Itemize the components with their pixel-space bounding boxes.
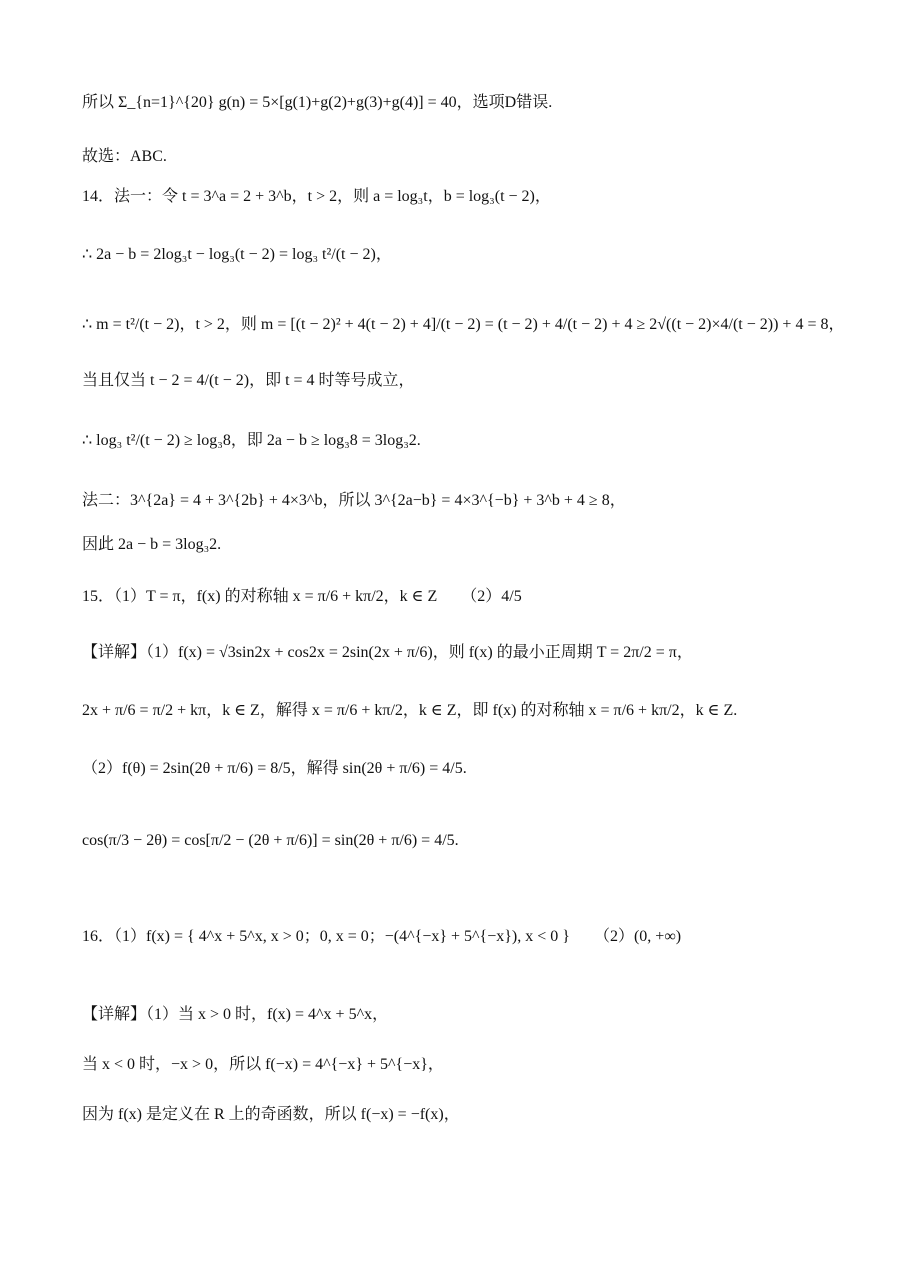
text-line-l06: 当且仅当 t − 2 = 4/(t − 2)，即 t = 4 时等号成立，: [82, 372, 415, 389]
text-line-l09: 因此 2a − b = 3log₃2.: [82, 536, 222, 553]
text-line-l14: cos(π/3 − 2θ) = cos[π/2 − (2θ + π/6)] = sin(2θ + π/6) = 4/5.: [82, 832, 459, 849]
text-line-l02: 故选：ABC.: [82, 148, 167, 165]
text-line-l16: 【详解】（1）当 x > 0 时，f(x) = 4^x + 5^x，: [82, 1006, 389, 1023]
text-line-l01: 所以 Σ_{n=1}^{20} g(n) = 5×[g(1)+g(2)+g(3)+g(4)] = 40，选项D错误.: [82, 94, 553, 111]
text-line-l03: 14．法一：令 t = 3^a = 2 + 3^b，t > 2，则 a = log₃t，b = log₃(t − 2)，: [82, 188, 551, 205]
text-line-l07: ∴ log₃ t²/(t − 2) ≥ log₃8，即 2a − b ≥ log₃8 = 3log₃2.: [82, 432, 421, 449]
text-line-l18: 因为 f(x) 是定义在 R 上的奇函数，所以 f(−x) = −f(x)，: [82, 1106, 460, 1123]
text-line-l12: 2x + π/6 = π/2 + kπ，k ∈ Z，解得 x = π/6 + kπ/2，k ∈ Z，即 f(x) 的对称轴 x = π/6 + kπ/2，k ∈ Z.: [82, 702, 738, 719]
text-line-l11: 【详解】（1）f(x) = √3sin2x + cos2x = 2sin(2x + π/6)，则 f(x) 的最小正周期 T = 2π/2 = π，: [82, 644, 693, 661]
text-line-l13: （2）f(θ) = 2sin(2θ + π/6) = 8/5，解得 sin(2θ + π/6) = 4/5.: [82, 760, 467, 777]
text-line-l04: ∴ 2a − b = 2log₃t − log₃(t − 2) = log₃ t²/(t − 2)，: [82, 246, 392, 263]
text-line-l08: 法二：3^{2a} = 4 + 3^{2b} + 4×3^b，所以 3^{2a−b} = 4×3^{−b} + 3^b + 4 ≥ 8，: [82, 492, 626, 509]
text-line-l05: ∴ m = t²/(t − 2)，t > 2，则 m = [(t − 2)² + 4(t − 2) + 4]/(t − 2) = (t − 2) + 4/(t − 2) + 4 ≥ 2√((t − 2)×4/(t − 2)) + 4 = 8，: [82, 316, 845, 333]
text-line-l15: 16．（1）f(x) = { 4^x + 5^x, x > 0；0, x = 0；−(4^{−x} + 5^{−x}), x < 0 } （2）(0, +∞): [82, 928, 682, 945]
text-line-l10: 15．（1）T = π，f(x) 的对称轴 x = π/6 + kπ/2，k ∈ Z （2）4/5: [82, 588, 522, 605]
text-line-l17: 当 x < 0 时，−x > 0，所以 f(−x) = 4^{−x} + 5^{−x}，: [82, 1056, 444, 1073]
